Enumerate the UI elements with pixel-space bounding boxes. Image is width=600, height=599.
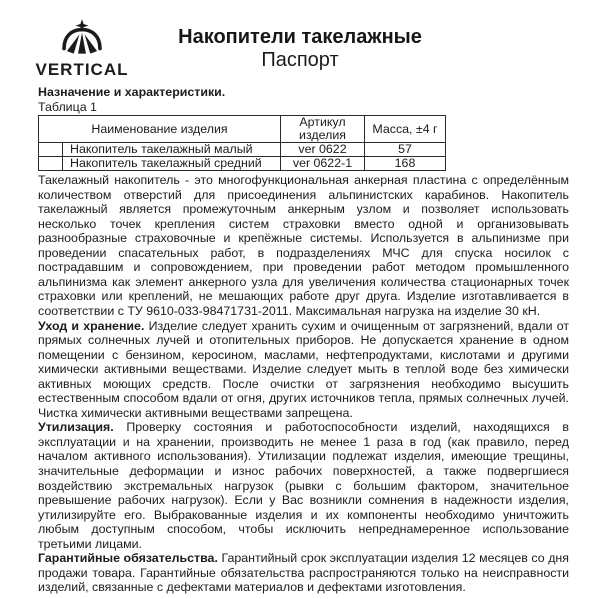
column-header-name: Наименование изделия	[39, 116, 281, 143]
product-mass-cell: 168	[365, 157, 446, 171]
page-title: Накопители такелажные	[178, 26, 422, 48]
product-name-cell: Накопитель такелажный малый	[63, 143, 281, 157]
paragraph-disposal	[38, 420, 569, 551]
page-subtitle: Паспорт	[261, 49, 339, 71]
product-article-cell: ver 0622	[281, 143, 365, 157]
row-index-cell	[39, 157, 63, 171]
paragraph-text: Гарантийный срок эксплуатации изделия 12 месяцев со дня продажи товара. Гарантийные обязательства распространяются только на неисправности изделий, связанные с дефектами материалов и дефектами изготовления.	[38, 551, 569, 595]
products-table	[38, 115, 446, 171]
paragraph-lead: Гарантийные обязательства.	[38, 551, 218, 566]
paragraph-text: Проверку состояния и работоспособности изделий, находящихся в эксплуатации и на хранении, производить не менее 1 раза в год (как правило, перед началом активного использования). Утилизации подлежат изделия, имеющие трещины, значительные деформации и износ рабочих поверхностей, а также подвергшиеся воздействию экстремальных нагрузок (рывки с большим фактором, значительное превышение рабочих нагрузок). Если у Вас возникли сомнения в надежности изделия, утилизируйте его. Выбракованные изделия и их компоненты необходимо уничтожить любым доступным способом, чтобы исключить непреднамеренное использование третьими лицами.	[38, 420, 569, 551]
body-text	[38, 173, 569, 595]
document-content	[38, 85, 569, 595]
title-block	[0, 26, 600, 72]
table-header-row	[39, 116, 446, 143]
brand-name: VERTICAL	[35, 60, 129, 79]
row-index-cell	[39, 143, 63, 157]
paragraph-lead: Уход и хранение.	[38, 318, 145, 333]
table-caption: Таблица 1	[38, 99, 97, 114]
paragraph-warranty	[38, 551, 569, 595]
product-article-cell: ver 0622-1	[281, 157, 365, 171]
table-row	[39, 157, 446, 171]
product-mass-cell: 57	[365, 143, 446, 157]
product-name-cell: Накопитель такелажный средний	[63, 157, 281, 171]
paragraph-text: Изделие следует хранить сухим и очищенным от загрязнений, вдали от прямых солнечных лучей и отопительных приборов. Не допускается хранение в одном помещении с бензином, керосином, маслами, нефтепродуктами, кислотами и другими химически активными веществами. Изделие следует мыть в теплой воде без химически активных моющих средств. После очистки от загрязнения необходимо высушить естественным способом вдали от огня, других источников тепла, прямых солнечных лучей. Чистка химически активными веществами запрещена.	[38, 318, 569, 420]
section-heading: Назначение и характеристики.	[38, 85, 226, 99]
table-row	[39, 143, 446, 157]
column-header-article: Артикул изделия	[281, 116, 365, 143]
paragraph-lead: Утилизация.	[38, 420, 114, 435]
paragraph-text: Такелажный накопитель - это многофункциональная анкерная пластина с определённым количеством отверстий для присоединения альпинистских карабинов. Накопитель такелажный является промежуточным анкерным узлом и позволяет использовать несколько точек крепления систем страховки вместо одной и организовывать разнообразные страховочные и крепёжные системы. Используется в альпинизме при проведении спасательных работ, в подразделениях МЧС для спуска носилок с пострадавшим и сопровождением, при проведении работ методом промышленного альпинизма как элемент анкерного узла для увеличения количества стационарных точек страховки или креплений, не мешающих работе друг друга. Изделие изготавливается в соответствии с ТУ 9610-033-98471731-2011. Максимальная нагрузка на изделие 30 кН.	[38, 173, 569, 319]
paragraph-care	[38, 319, 569, 421]
paragraph-description	[38, 173, 569, 318]
column-header-mass: Масса, ±4 г	[365, 116, 446, 143]
